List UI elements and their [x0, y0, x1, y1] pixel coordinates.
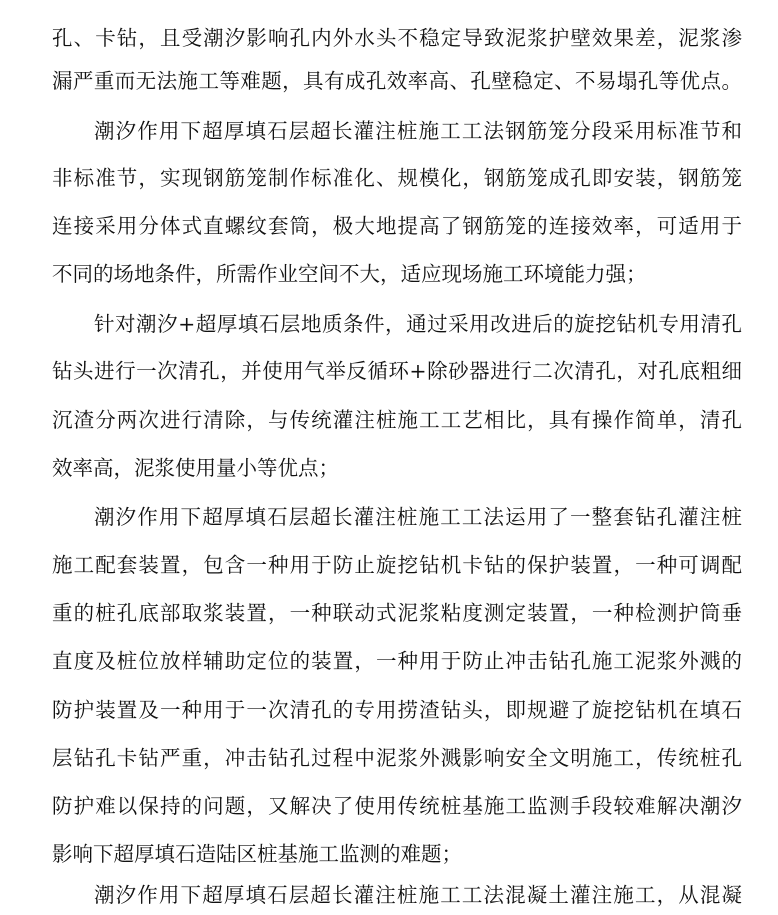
text-line-14: 直度及桩位放样辅助定位的装置，一种用于防止冲击钻孔施工泥浆外溅的	[52, 649, 742, 673]
text-line-12: 施工配套装置，包含一种用于防止旋挖钻机卡钻的保护装置，一种可调配	[52, 553, 742, 577]
text-line-16: 层钻孔卡钻严重，冲击钻孔过程中泥浆外溅影响安全文明施工，传统桩孔	[52, 746, 742, 770]
text-line-17: 防护难以保持的问题，又解决了使用传统桩基施工监测手段较难解决潮汐	[52, 794, 742, 818]
text-line-11: 潮汐作用下超厚填石层超长灌注桩施工工法运用了一整套钻孔灌注桩	[94, 505, 742, 529]
text-line-9: 沉渣分两次进行清除，与传统灌注桩施工工艺相比，具有操作简单，清孔	[52, 408, 742, 432]
text-line-8: 钻头进行一次清孔，并使用气举反循环+除砂器进行二次清孔，对孔底粗细	[52, 359, 742, 383]
text-line-15: 防护装置及一种用于一次清孔的专用捞渣钻头，即规避了旋挖钻机在填石	[52, 698, 742, 722]
text-line-18: 影响下超厚填石造陆区桩基施工监测的难题；	[52, 842, 462, 866]
text-line-1: 孔、卡钻，且受潮汐影响孔内外水头不稳定导致泥浆护壁效果差，泥浆渗	[52, 26, 742, 50]
text-line-6: 不同的场地条件，所需作业空间不大，适应现场施工环境能力强；	[52, 262, 647, 286]
text-line-7: 针对潮汐+超厚填石层地质条件，通过采用改进后的旋挖钻机专用清孔	[94, 312, 742, 336]
text-line-10: 效率高，泥浆使用量小等优点；	[52, 456, 339, 480]
text-line-13: 重的桩孔底部取浆装置，一种联动式泥浆粘度测定装置，一种检测护筒垂	[52, 601, 742, 625]
text-line-19: 潮汐作用下超厚填石层超长灌注桩施工工法混凝土灌注施工，从混凝	[94, 883, 742, 907]
text-line-2: 漏严重而无法施工等难题，具有成孔效率高、孔壁稳定、不易塌孔等优点。	[52, 69, 742, 93]
text-line-4: 非标准节，实现钢筋笼制作标准化、规模化，钢筋笼成孔即安装，钢筋笼	[52, 166, 742, 190]
text-line-3: 潮汐作用下超厚填石层超长灌注桩施工工法钢筋笼分段采用标准节和	[94, 119, 742, 143]
text-line-5: 连接采用分体式直螺纹套筒，极大地提高了钢筋笼的连接效率，可适用于	[52, 214, 742, 238]
